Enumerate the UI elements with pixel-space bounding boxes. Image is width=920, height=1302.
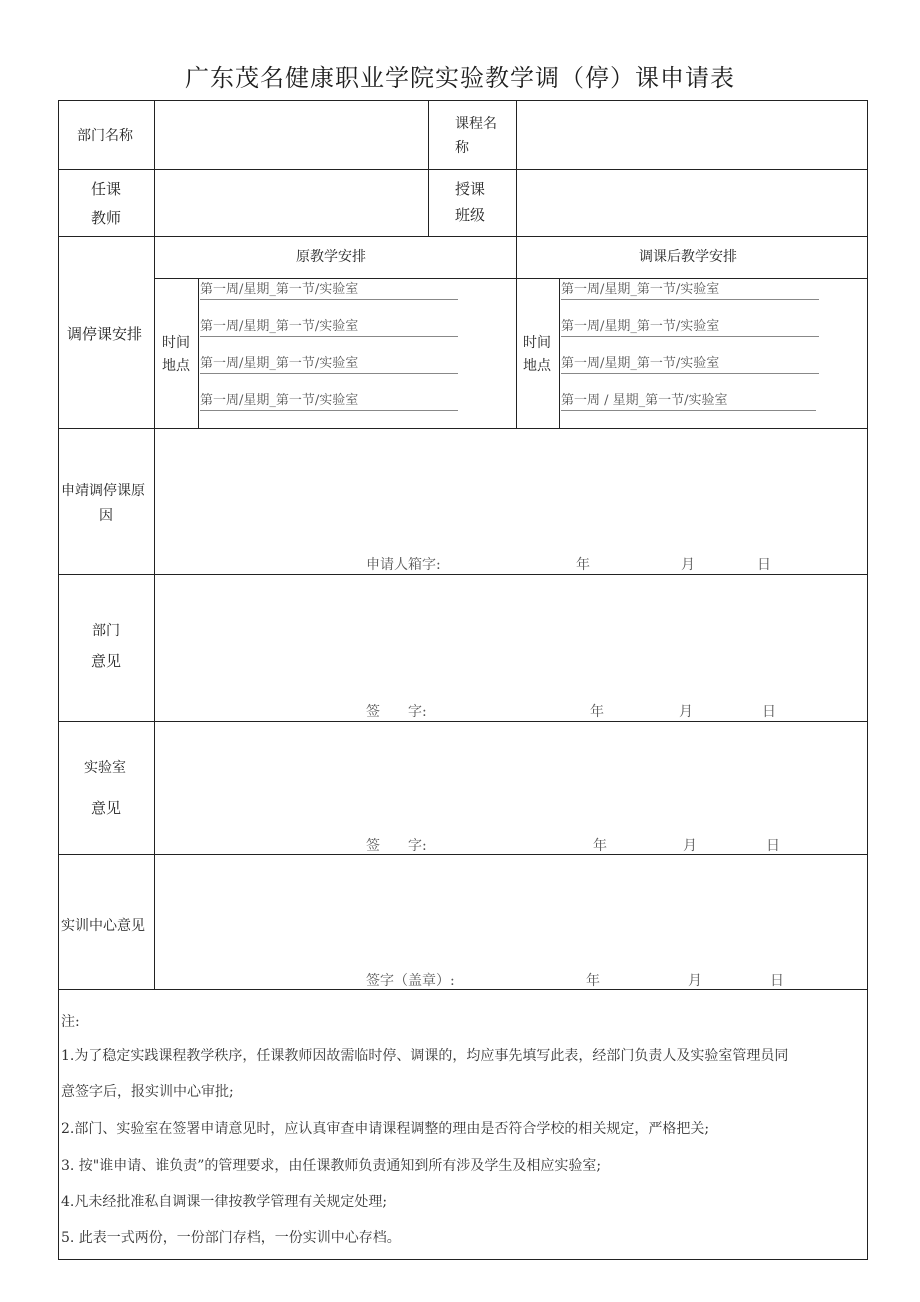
year-label: 年: [576, 557, 590, 573]
dept-name-field[interactable]: [155, 102, 427, 168]
year-label: 年: [586, 973, 600, 989]
reason-label-cont: 因: [99, 508, 113, 524]
year-label: 年: [593, 838, 607, 854]
dept-opinion-label: 部门: [92, 623, 120, 639]
day-label: 日: [762, 704, 776, 720]
note-4: 4.凡未经批准私自调课一律按教学管理有关规定处理;: [61, 1194, 388, 1210]
center-opinion-label: 实训中心意见: [61, 918, 145, 934]
dept-name-label: 部门名称: [77, 128, 133, 144]
application-form: [58, 100, 868, 1260]
dept-signature-label: 签 字:: [366, 704, 427, 720]
time-label: 时间: [162, 335, 190, 351]
applicant-signature-label: 申请人箱字:: [366, 557, 441, 573]
day-label: 日: [766, 838, 780, 854]
new-slot-entry[interactable]: 第一周/星期_第一节/实验室: [561, 355, 819, 374]
lab-opinion-label-cont: 意见: [91, 799, 122, 817]
place-label: 地点: [523, 358, 551, 374]
column-divider: [559, 278, 560, 428]
month-label: 月: [679, 704, 693, 720]
month-label: 月: [688, 973, 702, 989]
course-name-label: 课程名: [455, 116, 497, 132]
course-name-label-cont: 称: [455, 140, 469, 156]
class-field[interactable]: [517, 170, 867, 235]
note-1-cont: 意签字后，报实训中心审批;: [61, 1084, 234, 1100]
reason-label: 申靖调停课原: [61, 483, 145, 499]
day-label: 日: [770, 973, 784, 989]
notes-heading: 注:: [61, 1014, 80, 1030]
note-3: 3. 按"谁申请、谁负责”的管理要求，由任课教师负责通知到所有涉及学生及相应实验室;: [61, 1158, 602, 1174]
lab-signature-label: 签 字:: [366, 838, 427, 854]
note-2: 2.部门、实验室在签署申请意见时，应认真审查申请课程调整的理由是否符合学校的相关规定，严格把关;: [61, 1121, 710, 1137]
column-divider: [198, 278, 199, 428]
teacher-label-cont: 教师: [91, 209, 122, 227]
column-divider: [428, 101, 429, 236]
schedule-label: 调停课安排: [67, 325, 143, 343]
day-label: 日: [757, 557, 771, 573]
reason-field[interactable]: [155, 429, 867, 549]
place-label: 地点: [162, 358, 190, 374]
teacher-field[interactable]: [155, 170, 427, 235]
time-label: 时间: [523, 335, 551, 351]
course-name-field[interactable]: [517, 102, 867, 168]
month-label: 月: [683, 838, 697, 854]
center-signature-label: 签字（盖章）:: [366, 973, 455, 989]
new-schedule-header: 调课后教学安排: [639, 249, 737, 265]
note-1: 1.为了稳定实践课程教学秩序，任课教师因故需临时停、调课的，均应事先填写此表，经部门负责人及实验室管理员同: [61, 1048, 789, 1064]
class-label-cont: 班级: [455, 206, 486, 224]
month-label: 月: [681, 557, 695, 573]
dept-opinion-label-cont: 意见: [91, 652, 122, 670]
row-divider: [154, 278, 867, 279]
dept-opinion-field[interactable]: [155, 575, 867, 695]
new-slot-entry[interactable]: 第一周 / 星期_第一节/实验室: [561, 392, 816, 411]
row-divider: [59, 236, 867, 237]
class-label: 授课: [455, 180, 486, 198]
note-5: 5. 此表一式两份，一份部门存档，一份实训中心存档。: [61, 1230, 401, 1246]
year-label: 年: [590, 704, 604, 720]
original-slot-entry[interactable]: 第一周/星期_第一节/实验室: [200, 355, 458, 374]
new-slot-entry[interactable]: 第一周/星期_第一节/实验室: [561, 281, 819, 300]
original-schedule-header: 原教学安排: [296, 249, 366, 265]
form-title: 广东茂名健康职业学院实验教学调（停）课申请表: [185, 64, 735, 92]
original-slot-entry[interactable]: 第一周/星期_第一节/实验室: [200, 392, 458, 411]
lab-opinion-field[interactable]: [155, 722, 867, 830]
original-slot-entry[interactable]: 第一周/星期_第一节/实验室: [200, 318, 458, 337]
center-opinion-field[interactable]: [155, 855, 867, 965]
row-divider: [59, 989, 867, 990]
new-slot-entry[interactable]: 第一周/星期_第一节/实验室: [561, 318, 819, 337]
teacher-label: 任课: [91, 180, 122, 198]
lab-opinion-label: 实验室: [84, 760, 126, 776]
original-slot-entry[interactable]: 第一周/星期_第一节/实验室: [200, 281, 458, 300]
